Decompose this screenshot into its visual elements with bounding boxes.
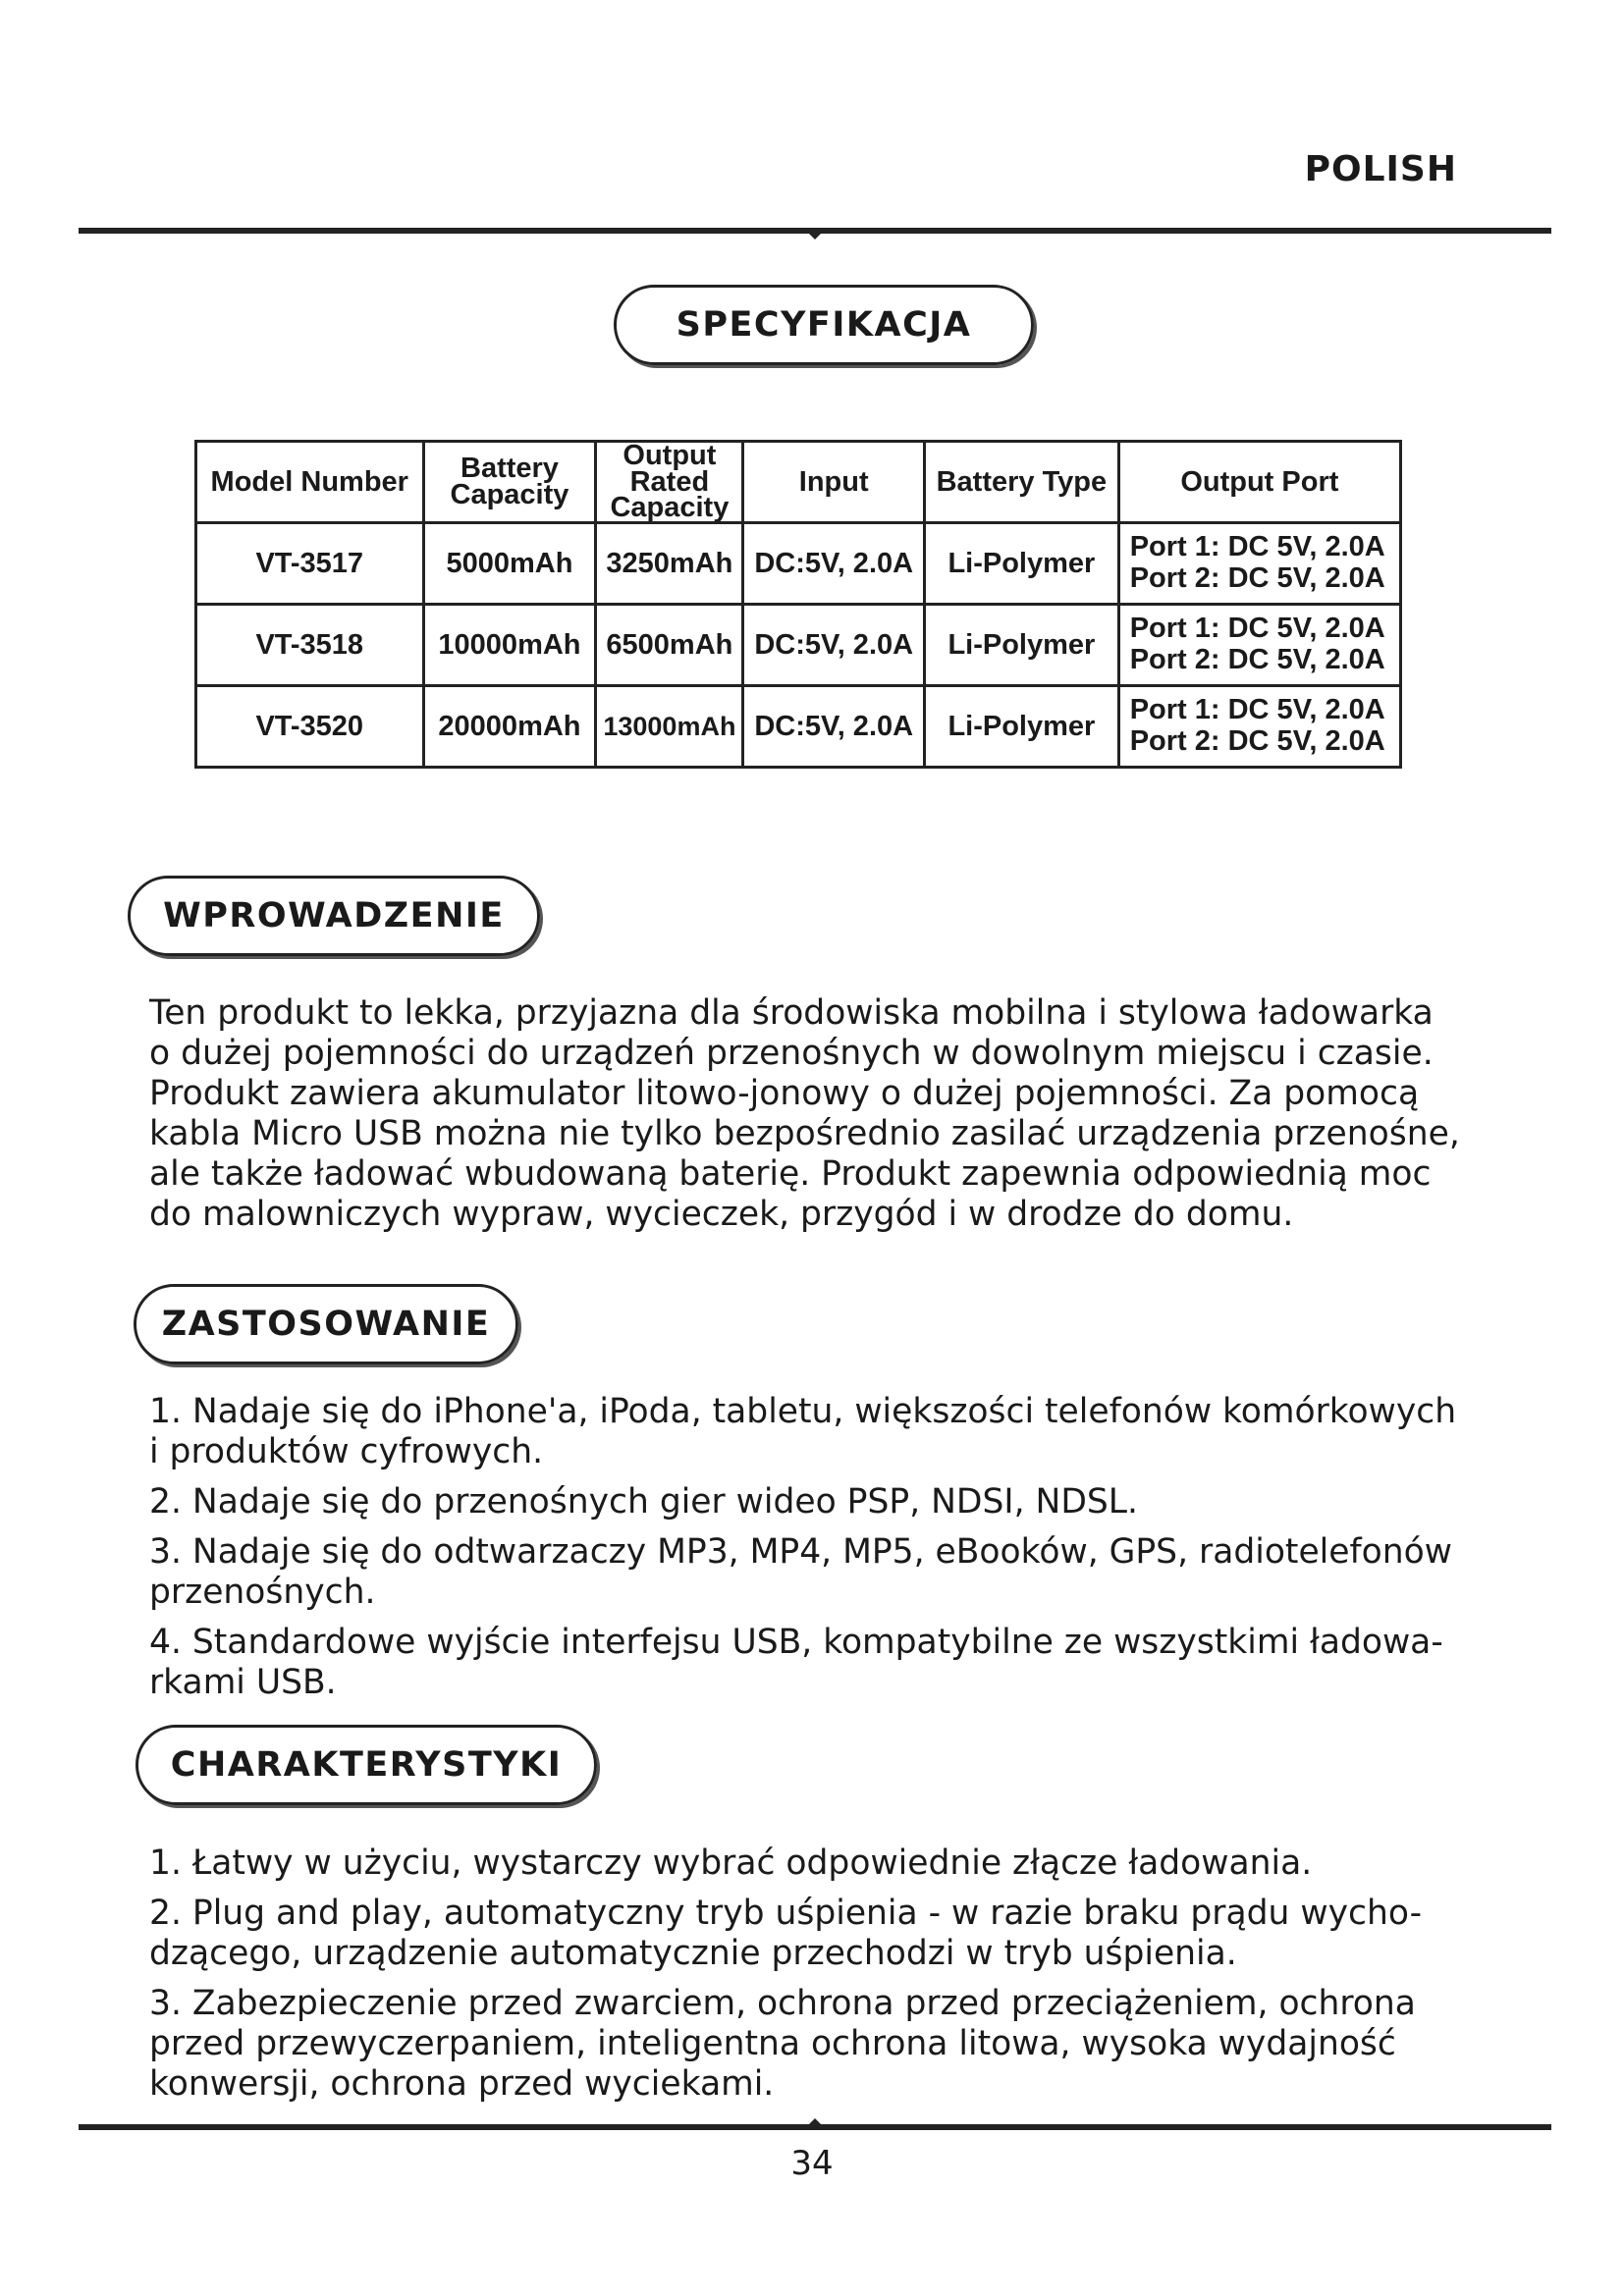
intro-line: Produkt zawiera akumulator litowo-jonowy o dużej pojemności. Za pomocą: [149, 1074, 1420, 1113]
list-item: [149, 1623, 1524, 1703]
table-row: [196, 686, 1401, 768]
cell-input: DC:5V, 2.0A: [743, 686, 925, 768]
header-battery-line1: Battery: [460, 453, 559, 485]
table-row: [196, 605, 1401, 686]
page-number: 34: [790, 2144, 834, 2183]
cell-input: DC:5V, 2.0A: [743, 523, 925, 605]
list-item-line: 2. Plug and play, automatyczny tryb uśpienia - w razie braku prądu wycho-: [149, 1894, 1423, 1933]
introduction-heading: WPROWADZENIE: [128, 876, 540, 956]
divider-notch: [808, 233, 822, 240]
port-1: Port 1: DC 5V, 2.0A: [1129, 694, 1385, 726]
cell-model: VT-3517: [196, 523, 424, 605]
list-item-line: przed przewyczerpaniem, inteligentna ochrona litowa, wysoka wydajność: [149, 2024, 1396, 2063]
cell-output-capacity: 13000mAh: [596, 686, 743, 768]
language-label: POLISH: [1304, 149, 1457, 189]
port-2: Port 2: DC 5V, 2.0A: [1129, 562, 1385, 595]
header-battery-type: Battery Type: [925, 442, 1119, 523]
intro-line: o dużej pojemności do urządzeń przenośnych w dowolnym miejscu i czasie.: [149, 1034, 1434, 1073]
cell-output-port: [1118, 605, 1400, 686]
list-item-line: 2. Nadaje się do przenośnych gier wideo PSP, NDSI, NDSL.: [149, 1482, 1138, 1522]
table-header-row: [196, 442, 1401, 523]
intro-line: do malowniczych wypraw, wycieczek, przygód i w drodze do domu.: [149, 1195, 1294, 1234]
list-item-line: 4. Standardowe wyjście interfejsu USB, kompatybilne ze wszystkimi ładowa-: [149, 1623, 1443, 1662]
port-2: Port 2: DC 5V, 2.0A: [1129, 644, 1385, 676]
header-battery-line2: Capacity: [450, 479, 569, 510]
list-item-line: 1. Łatwy w użyciu, wystarczy wybrać odpowiednie złącze ładowania.: [149, 1843, 1313, 1883]
cell-input: DC:5V, 2.0A: [743, 605, 925, 686]
table-row: [196, 523, 1401, 605]
port-2: Port 2: DC 5V, 2.0A: [1129, 725, 1385, 758]
introduction-paragraph: [149, 993, 1524, 1235]
top-divider: [79, 228, 1551, 234]
features-heading: CHARAKTERYSTYKI: [135, 1725, 597, 1805]
list-item-line: 3. Nadaje się do odtwarzaczy MP3, MP4, MP5, eBooków, GPS, radiotelefonów: [149, 1532, 1452, 1572]
list-item: [149, 1984, 1524, 2105]
cell-battery-capacity: 5000mAh: [423, 523, 596, 605]
header-output-rated-capacity: [596, 442, 743, 523]
list-item-line: dzącego, urządzenie automatycznie przechodzi w tryb uśpienia.: [149, 1934, 1237, 1973]
intro-line: kabla Micro USB można nie tylko bezpośrednio zasilać urządzenia przenośne,: [149, 1114, 1460, 1153]
specification-heading: SPECYFIKACJA: [614, 285, 1034, 365]
application-heading: ZASTOSOWANIE: [134, 1284, 518, 1364]
list-item: [149, 1392, 1524, 1472]
header-battery-capacity: [423, 442, 596, 523]
list-item-line: 1. Nadaje się do iPhone'a, iPoda, tabletu, większości telefonów komórkowych: [149, 1392, 1457, 1431]
cell-output-capacity: 6500mAh: [596, 605, 743, 686]
port-1: Port 1: DC 5V, 2.0A: [1129, 531, 1385, 563]
list-item-line: konwersji, ochrona przed wyciekami.: [149, 2064, 775, 2104]
cell-output-port: [1118, 523, 1400, 605]
features-list: [149, 1843, 1524, 2114]
list-item: [149, 1482, 1524, 1522]
application-list: [149, 1392, 1524, 1713]
list-item-line: przenośnych.: [149, 1573, 376, 1612]
list-item-line: rkami USB.: [149, 1663, 337, 1702]
cell-battery-type: Li-Polymer: [925, 523, 1119, 605]
header-output-line3: Capacity: [610, 492, 730, 524]
cell-output-capacity: 3250mAh: [596, 523, 743, 605]
header-output-line1: Output: [623, 440, 717, 471]
header-model-number: Model Number: [196, 442, 424, 523]
list-item: [149, 1843, 1524, 1884]
cell-output-port: [1118, 686, 1400, 768]
specification-table: [194, 440, 1402, 769]
cell-model: VT-3518: [196, 605, 424, 686]
cell-model: VT-3520: [196, 686, 424, 768]
list-item-line: i produktów cyfrowych.: [149, 1432, 544, 1471]
list-item: [149, 1532, 1524, 1613]
header-input: Input: [743, 442, 925, 523]
intro-line: ale także ładować wbudowaną baterię. Produkt zapewnia odpowiednią moc: [149, 1154, 1432, 1194]
port-1: Port 1: DC 5V, 2.0A: [1129, 613, 1385, 645]
cell-battery-type: Li-Polymer: [925, 605, 1119, 686]
header-output-line2: Rated: [629, 465, 710, 498]
cell-battery-type: Li-Polymer: [925, 686, 1119, 768]
header-output-port: Output Port: [1118, 442, 1400, 523]
list-item-line: 3. Zabezpieczenie przed zwarciem, ochrona przed przeciążeniem, ochrona: [149, 1984, 1416, 2023]
bottom-divider: [79, 2124, 1551, 2130]
list-item: [149, 1894, 1524, 1974]
intro-line: Ten produkt to lekka, przyjazna dla środowiska mobilna i stylowa ładowarka: [149, 993, 1434, 1033]
divider-notch: [808, 2118, 822, 2125]
cell-battery-capacity: 10000mAh: [423, 605, 596, 686]
cell-battery-capacity: 20000mAh: [423, 686, 596, 768]
